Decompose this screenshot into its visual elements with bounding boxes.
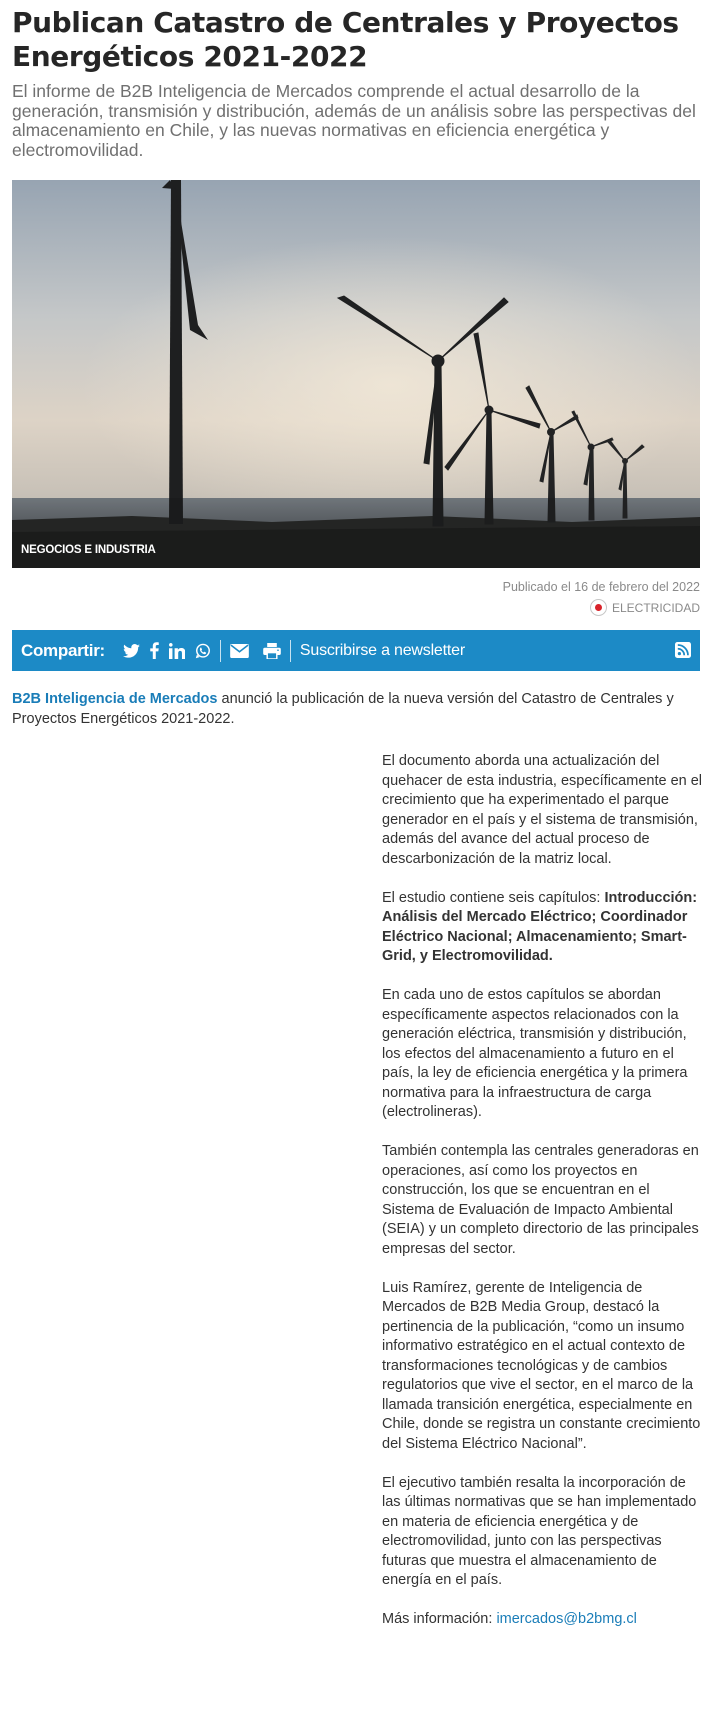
print-icon[interactable] — [263, 643, 281, 659]
newsletter-link[interactable]: Suscribirse a newsletter — [299, 641, 465, 659]
paragraph-1: El documento aborda una actualización del quehacer de esta industria, específicamente en el crecimiento que ha experimentado el parque generador en el país y el sistema de transmisión, además del avance del actual proceso de descarbonización de la matriz local. — [382, 753, 703, 867]
article-body-column — [382, 752, 702, 1649]
paragraph-4: También contempla las centrales generadoras en operaciones, así como los proyectos en construcción, los que se encuentran en el Sistema de Evaluación de Impacto Ambiental (SEIA) y un completo directorio de las principales empresas del sector. — [382, 1143, 699, 1257]
category-dot-icon — [590, 599, 607, 616]
contact-email-link[interactable]: imercados@b2bmg.cl — [496, 1611, 637, 1627]
article-subtitle: El informe de B2B Inteligencia de Mercados comprende el actual desarrollo de la generación, transmisión y distribución, además de un análisis sobre las perspectivas del almacenamiento en Chile, y las nuevas normativas en eficiencia energética y electromovilidad. — [12, 81, 696, 160]
chapters-list: Introducción: Análisis del Mercado Eléctrico; Coordinador Eléctrico Nacional; Almacenamiento; Smart-Grid, y Electromovilidad. — [382, 889, 698, 964]
chapters-intro: El estudio contiene seis capítulos: — [382, 889, 605, 906]
share-icons — [123, 642, 211, 659]
more-info — [382, 1610, 702, 1630]
category-label: ELECTRICIDAD — [611, 600, 700, 615]
article-title: Publican Catastro de Centrales y Proyectos Energéticos 2021-2022 — [12, 6, 679, 73]
hero-image — [12, 180, 700, 568]
more-info-label: Más información: — [382, 1611, 497, 1627]
paragraph-5: Luis Ramírez, gerente de Inteligencia de Mercados de B2B Media Group, destacó la pertinencia de la publicación, “como un insumo informativo estratégico en el actual contexto de transformaciones tecnológicas y de cambios regulatorios que vive el sector, en el marco de la llamada transición energética, especialmente en Chile, donde se registra un constante crecimiento del Sistema Eléctrico Nacional”. — [382, 1279, 701, 1452]
rss-icon[interactable] — [675, 642, 691, 658]
lead-text: anunció la publicación de la nueva versión del Catastro de Centrales y Proyectos Energéticos 2021-2022. — [12, 691, 674, 727]
category-tag[interactable] — [590, 599, 700, 616]
facebook-icon[interactable] — [150, 642, 159, 659]
twitter-icon[interactable] — [123, 644, 140, 658]
paragraph-6: El ejecutivo también resalta la incorporación de las últimas normativas que se han implementado en materia de eficiencia energética y de electromovilidad, junto con las perspectivas futuras que muestra el almacenamiento de energía en el país. — [382, 1474, 697, 1588]
paragraph-3: En cada uno de estos capítulos se abordan específicamente aspectos relacionados con la generación eléctrica, transmisión y distribución, los efectos del almacenamiento a futuro en el país, la ley de eficiencia energética y la primera normativa para la infraestructura de carga (electrolineras). — [382, 987, 688, 1120]
whatsapp-icon[interactable] — [195, 643, 211, 659]
share-label: Compartir: — [21, 640, 105, 660]
published-date: Publicado el 16 de febrero del 2022 — [502, 580, 700, 594]
share-divider — [290, 640, 291, 662]
wind-turbines-photo — [12, 180, 700, 568]
share-bar — [12, 630, 700, 671]
image-category-tag[interactable]: NEGOCIOS E INDUSTRIA — [21, 544, 156, 556]
mail-icon[interactable] — [230, 644, 249, 658]
article-lead — [12, 690, 704, 729]
share-divider — [220, 640, 221, 662]
b2b-link[interactable]: B2B Inteligencia de Mercados — [12, 691, 218, 707]
paragraph-2 — [382, 889, 702, 967]
linkedin-icon[interactable] — [169, 643, 185, 659]
